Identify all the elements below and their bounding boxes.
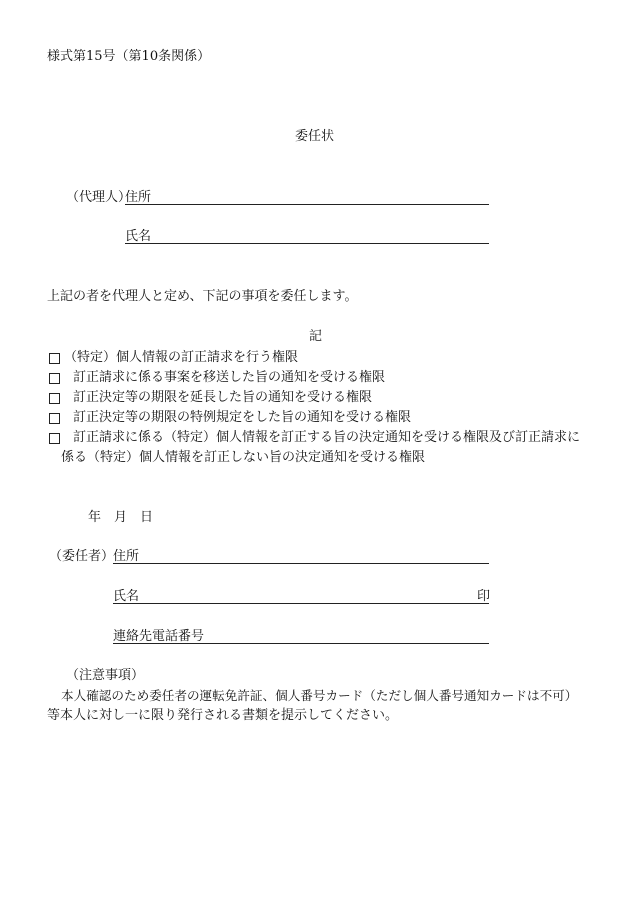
date-year: 年: [88, 510, 102, 525]
principal-name-label: 氏名: [113, 589, 140, 604]
agent-address-label: 住所: [125, 190, 152, 205]
item-1-text: （特定）個人情報の訂正請求を行う権限: [64, 350, 299, 365]
notes-line-1: 本人確認のため委任者の運転免許証、個人番号カード（ただし個人番号通知カードは不可）: [61, 688, 578, 703]
principal-address-field[interactable]: [113, 563, 489, 564]
seal-mark: 印: [477, 589, 491, 604]
ki-heading: 記: [309, 329, 323, 344]
item-2-checkbox[interactable]: [49, 373, 60, 384]
item-5-text: 訂正請求に係る（特定）個人情報を訂正する旨の決定通知を受ける権限及び訂正請求に: [73, 430, 581, 445]
item-3-checkbox[interactable]: [49, 393, 60, 404]
document-title: 委任状: [295, 129, 335, 144]
date-day: 日: [140, 510, 154, 525]
item-4-checkbox[interactable]: [49, 413, 60, 424]
agent-address-field[interactable]: [125, 204, 489, 205]
item-5-text-cont: 係る（特定）個人情報を訂正しない旨の決定通知を受ける権限: [61, 450, 426, 465]
item-2-text: 訂正請求に係る事案を移送した旨の通知を受ける権限: [73, 370, 386, 385]
date-month: 月: [114, 510, 128, 525]
notes-heading: （注意事項）: [66, 668, 145, 683]
principal-label: （委任者）: [49, 549, 115, 564]
notes-line-2: 等本人に対し一に限り発行される書類を提示してください。: [47, 708, 399, 723]
item-3-text: 訂正決定等の期限を延長した旨の通知を受ける権限: [73, 390, 373, 405]
item-4-text: 訂正決定等の期限の特例規定をした旨の通知を受ける権限: [73, 410, 412, 425]
agent-name-label: 氏名: [125, 229, 152, 244]
agent-label: （代理人）: [66, 190, 132, 205]
item-1-checkbox[interactable]: [49, 353, 60, 364]
item-5-checkbox[interactable]: [49, 433, 60, 444]
principal-name-field[interactable]: [113, 603, 489, 604]
principal-phone-field[interactable]: [113, 643, 489, 644]
form-number: 様式第15号（第10条関係）: [47, 49, 211, 64]
principal-address-label: 住所: [113, 549, 140, 564]
principal-phone-label: 連絡先電話番号: [113, 629, 205, 644]
agent-name-field[interactable]: [125, 243, 489, 244]
delegation-statement: 上記の者を代理人と定め、下記の事項を委任します。: [47, 289, 358, 304]
